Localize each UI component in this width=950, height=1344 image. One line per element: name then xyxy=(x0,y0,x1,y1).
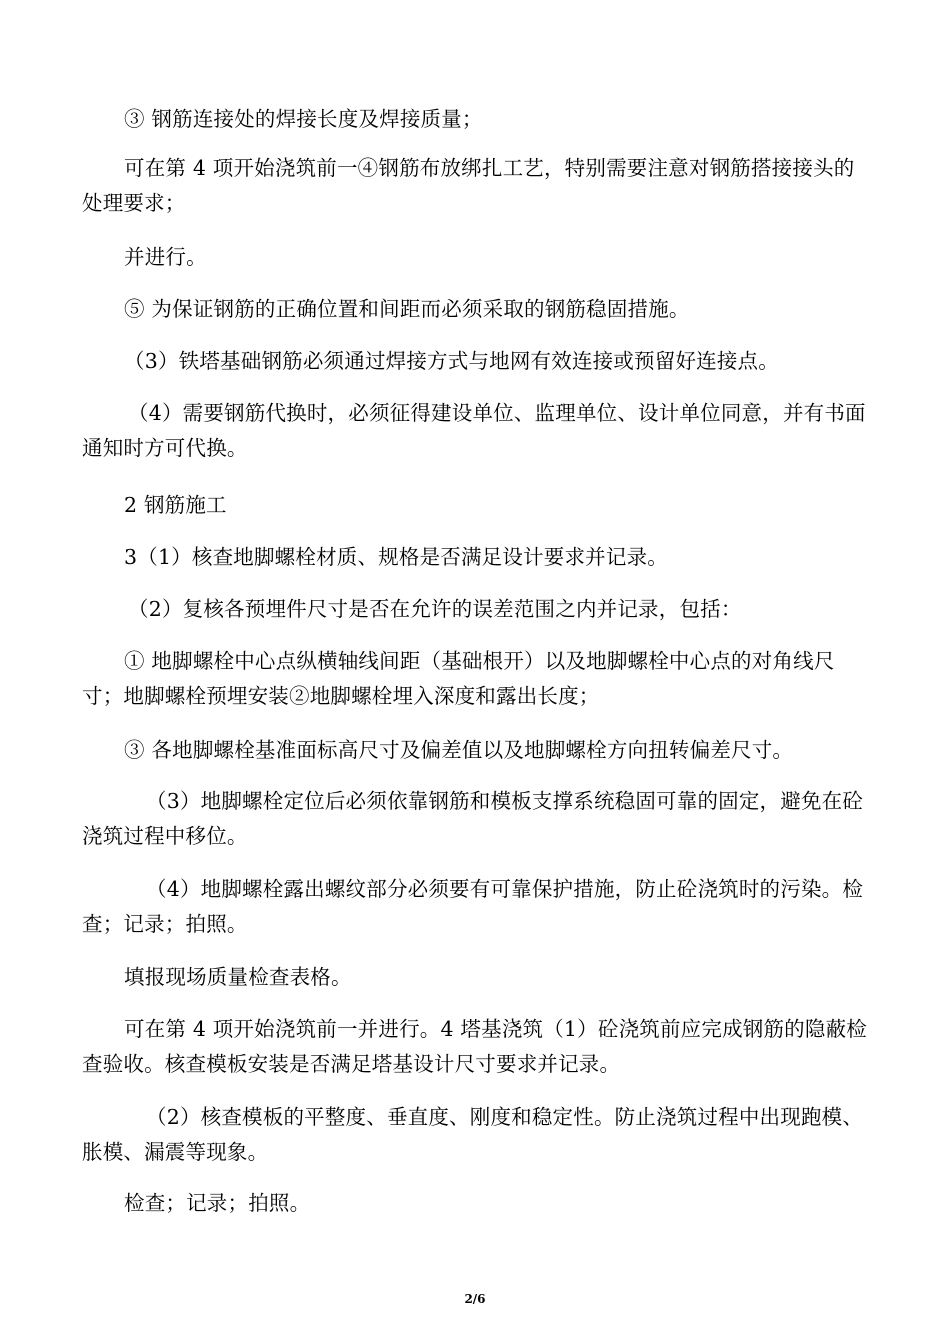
paragraph-weld-quality: ③ 钢筋连接处的焊接长度及焊接质量； xyxy=(124,107,483,131)
paragraph-tower-foundation-pouring: 可在第 4 项开始浇筑前一并进行。4 塔基浇筑（1）砼浇筑前应完成钢筋的隐蔽检查验收。核查模板安装是否满足塔基设计尺寸要求并记录。 xyxy=(82,1017,867,1076)
paragraph-rebar-substitution: （4）需要钢筋代换时，必须征得建设单位、监理单位、设计单位同意，并有书面通知时方可代换。 xyxy=(82,401,866,460)
paragraph-tower-grounding: （3）铁塔基础钢筋必须通过焊接方式与地网有效连接或预留好连接点。 xyxy=(124,349,779,373)
paragraph-inspection-record: 检查；记录；拍照。 xyxy=(124,1191,311,1215)
paragraph-quality-form: 填报现场质量检查表格。 xyxy=(124,965,352,989)
paragraph-anchor-bolt-axis: ① 地脚螺栓中心点纵横轴线间距（基础根开）以及地脚螺栓中心点的对角线尺寸；地脚螺栓预埋安装②地脚螺栓埋入深度和露出长度； xyxy=(82,649,835,708)
paragraph-anchor-bolt-material: 3（1）核查地脚螺栓材质、规格是否满足设计要求并记录。 xyxy=(124,545,668,569)
paragraph-rebar-binding: 可在第 4 项开始浇筑前一④钢筋布放绑扎工艺，特别需要注意对钢筋搭接接头的处理要求； xyxy=(82,156,855,215)
paragraph-anchor-bolt-fixing: （3）地脚螺栓定位后必须依靠钢筋和模板支撑系统稳固可靠的固定，避免在砼浇筑过程中移位。 xyxy=(82,789,864,848)
paragraph-anchor-bolt-elevation: ③ 各地脚螺栓基准面标高尺寸及偏差值以及地脚螺栓方向扭转偏差尺寸。 xyxy=(124,738,794,762)
paragraph-formwork-check: （2）核查模板的平整度、垂直度、刚度和稳定性。防止浇筑过程中出现跑模、胀模、漏震等现象。 xyxy=(82,1105,864,1164)
paragraph-rebar-stabilization: ⑤ 为保证钢筋的正确位置和间距而必须采取的钢筋稳固措施。 xyxy=(124,297,690,321)
paragraph-and-proceed: 并进行。 xyxy=(124,245,207,269)
page-number: 2/6 xyxy=(464,1292,486,1306)
section-heading-rebar-construction: 2 钢筋施工 xyxy=(124,493,227,517)
paragraph-anchor-bolt-protection: （4）地脚螺栓露出螺纹部分必须要有可靠保护措施，防止砼浇筑时的污染。检查；记录；拍照。 xyxy=(82,877,864,936)
paragraph-embedded-parts-check: （2）复核各预埋件尺寸是否在允许的误差范围之内并记录，包括： xyxy=(128,597,742,621)
